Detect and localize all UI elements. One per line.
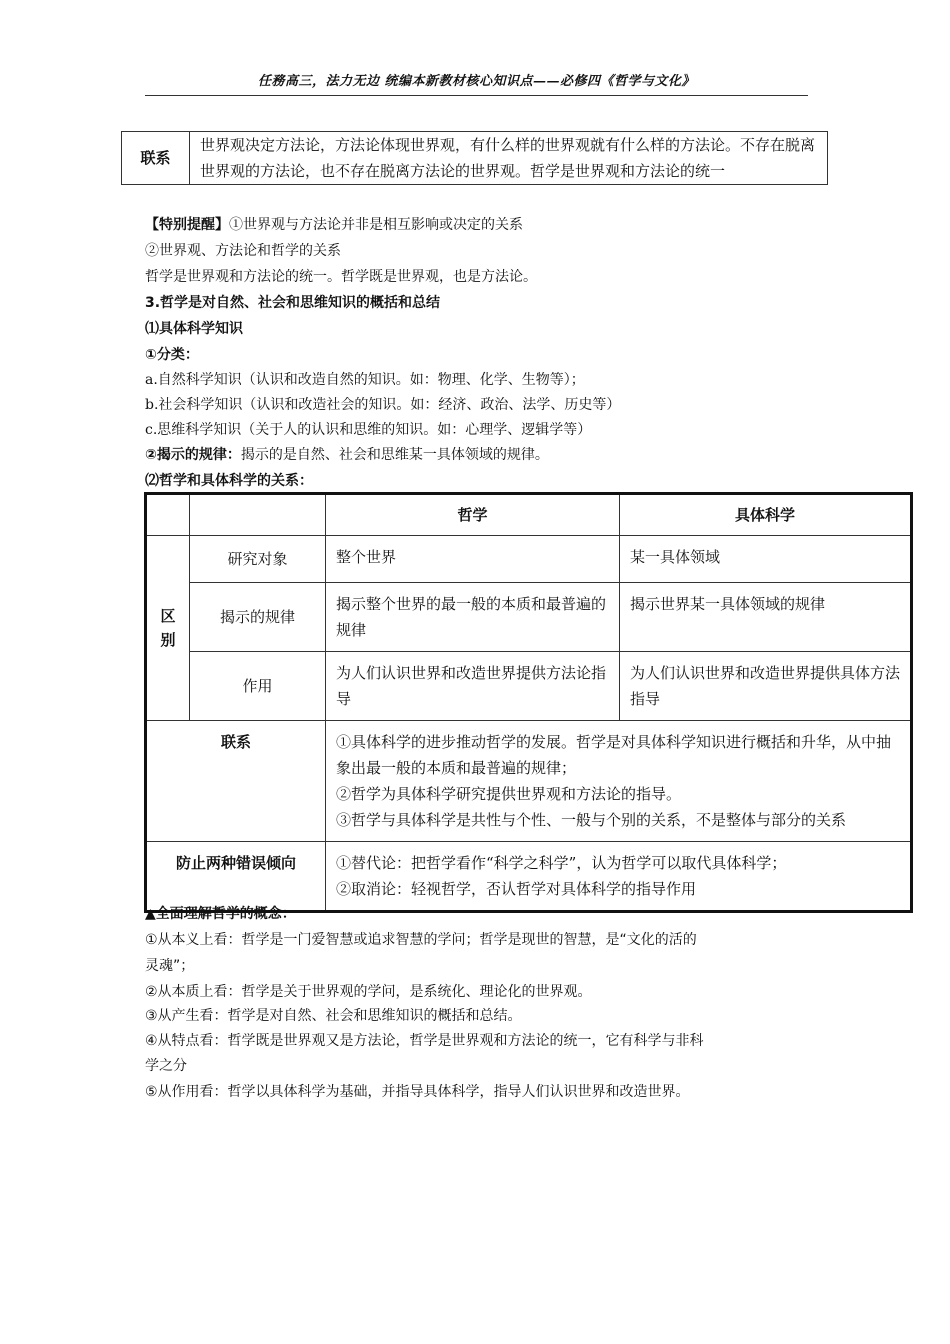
section3-sub1: ⑴具体科学知识 — [145, 321, 243, 337]
law-label: ②揭示的规律： — [145, 447, 241, 463]
cell-philosophy-function: 为人们认识世界和改造世界提供方法论指导 — [326, 652, 620, 721]
cell-philosophy-law: 揭示整个世界的最一般的本质和最普遍的规律 — [326, 583, 620, 652]
concept-title: ▲全面理解哲学的概念： — [145, 906, 296, 922]
reminder-text: ①世界观与方法论并非是相互影响或决定的关系 — [229, 217, 523, 233]
row-label-law: 揭示的规律 — [190, 583, 326, 652]
reminder-line3: 哲学是世界观和方法论的统一。哲学既是世界观，也是方法论。 — [145, 269, 537, 285]
link-label: 联系 — [146, 721, 326, 842]
difference-char2: 别 — [160, 631, 176, 649]
difference-char1: 区 — [160, 607, 176, 625]
comparison-table — [144, 492, 913, 913]
concept-p5: ⑤从作用看：哲学以具体科学为基础，并指导具体科学，指导人们认识世界和改造世界。 — [145, 1084, 690, 1100]
relation-table — [121, 131, 828, 185]
concept-p4a: ④从特点看：哲学既是世界观又是方法论，哲学是世界观和方法论的统一，它有科学与非科 — [145, 1033, 704, 1049]
section3-sub2: ⑵哲学和具体科学的关系： — [145, 473, 313, 489]
section3-title: 3.哲学是对自然、社会和思维知识的概括和总结 — [145, 295, 441, 311]
concept-p1a: ①从本义上看：哲学是一门爱智慧或追求智慧的学问；哲学是现世的智慧，是“文化的活的 — [145, 932, 697, 948]
reminder-line2: ②世界观、方法论和哲学的关系 — [145, 243, 341, 259]
error-item-1: ①替代论：把哲学看作“科学之科学”，认为哲学可以取代具体科学； — [336, 854, 787, 872]
corner-cell — [190, 494, 326, 536]
reminder-line1 — [145, 214, 523, 236]
classification-c: c.思维科学知识（关于人的认识和思维的知识。如：心理学、逻辑学等） — [145, 422, 592, 438]
relation-text: 世界观决定方法论，方法论体现世界观，有什么样的世界观就有什么样的方法论。不存在脱离世界观的方法论，也不存在脱离方法论的世界观。哲学是世界观和方法论的统一 — [190, 132, 828, 185]
concept-p4b: 学之分 — [145, 1058, 187, 1074]
cell-science-object: 某一具体领域 — [620, 536, 912, 583]
col-header-philosophy: 哲学 — [326, 494, 620, 536]
concept-p1b: 灵魂”； — [145, 958, 195, 974]
error-content — [326, 842, 912, 912]
error-label: 防止两种错误倾向 — [146, 842, 326, 912]
header-rule — [145, 95, 808, 96]
law-text: 揭示的是自然、社会和思维某一具体领域的规律。 — [240, 447, 549, 463]
relation-label: 联系 — [122, 132, 190, 185]
row-label-function: 作用 — [190, 652, 326, 721]
row-label-object: 研究对象 — [190, 536, 326, 583]
error-item-2: ②取消论：轻视哲学，否认哲学对具体科学的指导作用 — [336, 880, 697, 898]
concept-p2: ②从本质上看：哲学是关于世界观的学问，是系统化、理论化的世界观。 — [145, 984, 592, 1000]
cell-philosophy-object: 整个世界 — [326, 536, 620, 583]
difference-label — [146, 536, 190, 721]
link-content — [326, 721, 912, 842]
classification-label: ①分类： — [145, 347, 199, 363]
link-item-2: ②哲学为具体科学研究提供世界观和方法论的指导。 — [336, 785, 682, 803]
page-header: 任務高三，法力无边 统编本新教材核心知识点——必修四《哲学与文化》 — [257, 74, 696, 89]
link-item-3: ③哲学与具体科学是共性与个性、一般与个别的关系，不是整体与部分的关系 — [336, 811, 847, 829]
reminder-tag: 【特别提醒】 — [145, 217, 229, 233]
classification-b: b.社会科学知识（认识和改造社会的知识。如：经济、政治、法学、历史等） — [145, 397, 621, 413]
concept-p3: ③从产生看：哲学是对自然、社会和思维知识的概括和总结。 — [145, 1008, 522, 1024]
col-header-science: 具体科学 — [620, 494, 912, 536]
cell-science-law: 揭示世界某一具体领域的规律 — [620, 583, 912, 652]
corner-cell — [146, 494, 190, 536]
law-line — [145, 444, 549, 466]
classification-a: a.自然科学知识（认识和改造自然的知识。如：物理、化学、生物等）； — [145, 372, 585, 388]
cell-science-function: 为人们认识世界和改造世界提供具体方法指导 — [620, 652, 912, 721]
link-item-1: ①具体科学的进步推动哲学的发展。哲学是对具体科学知识进行概括和升华，从中抽象出最一般的本质和最普遍的规律； — [336, 733, 892, 777]
